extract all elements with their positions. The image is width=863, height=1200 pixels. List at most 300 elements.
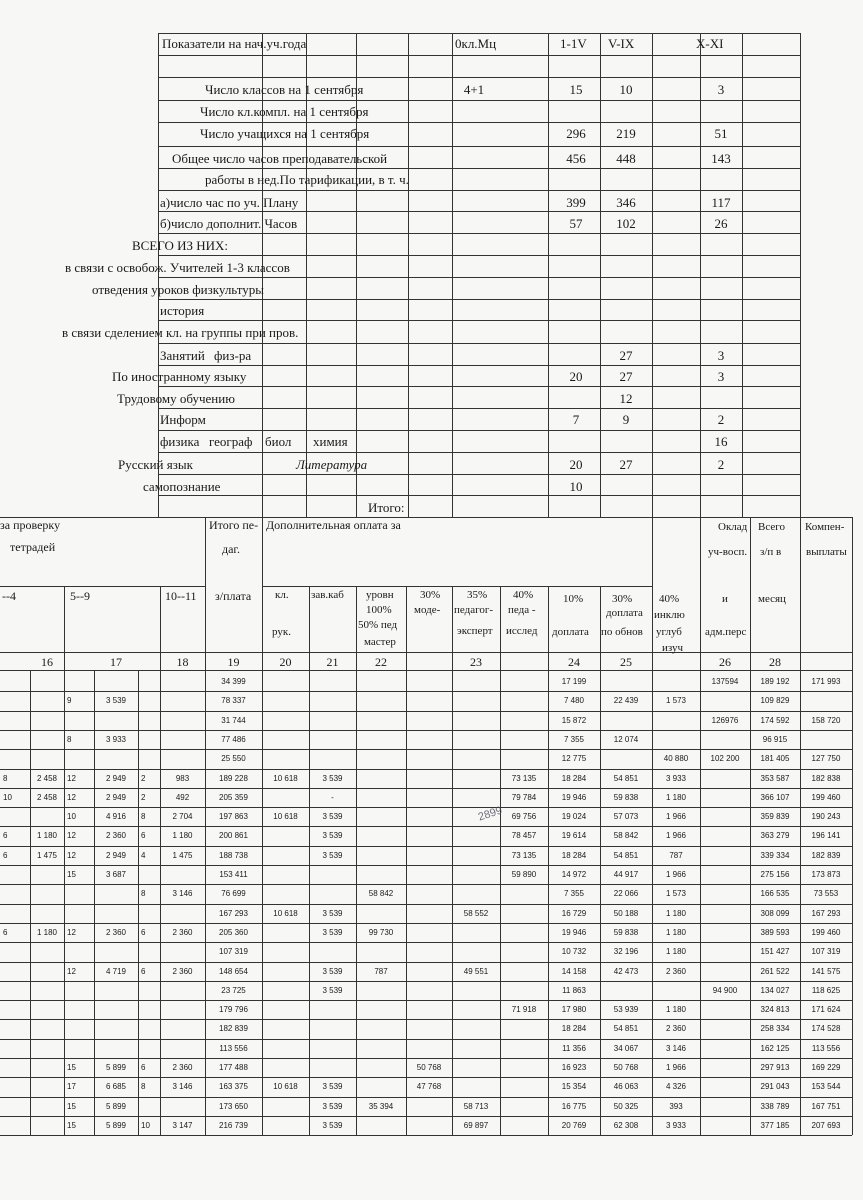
header-30-obnov: доплата xyxy=(606,607,643,619)
data-cell: 1 180 xyxy=(665,1005,687,1014)
header-itogo: з/плата xyxy=(215,589,252,603)
cell-5-9: 27 xyxy=(619,348,633,363)
data-cell: 182 838 xyxy=(811,774,841,783)
data-cell: 2 360 xyxy=(172,928,193,937)
data-cell: 3 539 xyxy=(322,831,343,840)
data-cell: 15 354 xyxy=(561,1082,587,1091)
data-cell: 338 789 xyxy=(760,1102,790,1111)
data-cell: 2 360 xyxy=(105,831,127,840)
data-cell: 2 xyxy=(141,793,146,802)
bottom-table-data-line xyxy=(0,670,852,671)
data-cell: 107 319 xyxy=(219,947,248,956)
row-label: Русский язык xyxy=(118,457,193,472)
data-cell: 16 775 xyxy=(561,1102,587,1111)
data-cell: 153 411 xyxy=(219,870,248,879)
header-10-doplata: 10% xyxy=(563,593,584,605)
top-table-row-line xyxy=(158,168,800,169)
data-cell: 11 863 xyxy=(562,986,586,995)
header-30-obnov: 30% xyxy=(612,593,633,605)
data-cell: 14 972 xyxy=(561,870,587,879)
data-cell: 205 360 xyxy=(219,928,248,937)
data-cell: 50 768 xyxy=(416,1063,442,1072)
data-cell: 44 917 xyxy=(613,870,639,879)
data-cell: 102 200 xyxy=(710,754,740,763)
column-number: 22 xyxy=(375,655,387,669)
row-label: в связи с освобож. Учителей 1-3 классов xyxy=(65,260,290,275)
data-cell: 174 592 xyxy=(760,716,790,725)
data-cell: 3 539 xyxy=(322,928,343,937)
data-cell: 94 900 xyxy=(712,986,738,995)
top-table-col-line xyxy=(652,33,653,517)
data-cell: 2 360 xyxy=(665,1024,687,1033)
data-cell: 12 074 xyxy=(613,735,639,744)
data-cell: 199 460 xyxy=(811,793,841,802)
data-cell: 196 141 xyxy=(811,831,841,840)
data-cell: 76 699 xyxy=(221,889,246,898)
data-cell: 3 539 xyxy=(322,909,343,918)
row-label: физика xyxy=(160,434,200,449)
data-cell: 3 933 xyxy=(665,1121,687,1130)
data-cell: 179 796 xyxy=(219,1005,248,1014)
data-cell: 1 966 xyxy=(665,831,687,840)
cell-10-11: 2 xyxy=(717,457,725,472)
header-40-issled: исслед xyxy=(506,625,538,637)
top-table-row-line xyxy=(158,386,800,387)
cell-5-9: 219 xyxy=(616,126,636,141)
bottom-table-row-line xyxy=(0,923,852,924)
bottom-table-row-line xyxy=(0,1058,852,1059)
data-cell: 2 949 xyxy=(105,793,127,802)
data-cell: 171 993 xyxy=(811,677,841,686)
data-cell: 16 729 xyxy=(561,909,587,918)
bottom-table-row-line xyxy=(0,942,852,943)
top-table-row-line xyxy=(158,100,800,101)
top-table-row-line xyxy=(158,190,800,191)
data-cell: 46 063 xyxy=(613,1082,639,1091)
cell-1-4: 296 xyxy=(566,126,586,141)
data-cell: 12 xyxy=(67,928,76,937)
data-cell: 73 135 xyxy=(511,774,537,783)
data-cell: 148 654 xyxy=(219,967,248,976)
bottom-table-row-line xyxy=(0,1097,852,1098)
data-cell: 50 325 xyxy=(613,1102,639,1111)
cell-0kl: 4+1 xyxy=(463,82,485,97)
data-cell: 787 xyxy=(374,967,388,976)
data-cell: 137594 xyxy=(711,677,739,686)
data-cell: 73 135 xyxy=(511,851,537,860)
data-cell: 8 xyxy=(3,774,8,783)
data-cell: 19 614 xyxy=(561,831,587,840)
data-cell: 8 xyxy=(141,889,146,898)
top-table-row-line xyxy=(158,33,800,34)
data-cell: 78 337 xyxy=(221,696,246,705)
data-cell: 258 334 xyxy=(760,1024,790,1033)
top-table-col-line xyxy=(408,33,409,517)
data-cell: 12 775 xyxy=(561,754,587,763)
cell-1-4: 20 xyxy=(569,457,583,472)
data-cell: 4 326 xyxy=(665,1082,687,1091)
bottom-table-row-line xyxy=(0,691,852,692)
column-number: 17 xyxy=(110,655,122,669)
header-uroven: уровн xyxy=(366,589,394,601)
data-cell: 47 768 xyxy=(416,1082,442,1091)
data-cell: 6 685 xyxy=(105,1082,127,1091)
data-cell: 3 933 xyxy=(665,774,687,783)
bottom-table-row-line xyxy=(0,904,852,905)
data-cell: 787 xyxy=(669,851,683,860)
data-cell: 22 066 xyxy=(613,889,639,898)
data-cell: 3 539 xyxy=(322,1121,343,1130)
data-cell: 6 xyxy=(141,1063,146,1072)
bottom-table-col-line xyxy=(160,586,161,1135)
data-cell: 3 687 xyxy=(105,870,127,879)
data-cell: 5 899 xyxy=(105,1121,127,1130)
top-table-row-line xyxy=(158,495,800,496)
data-cell: 366 107 xyxy=(760,793,790,802)
top-table-row-line xyxy=(158,122,800,123)
header-1-4: 1-1V xyxy=(560,36,587,51)
header-30-moder: 30% xyxy=(420,589,441,601)
data-cell: 17 xyxy=(67,1082,76,1091)
data-cell: 199 460 xyxy=(811,928,841,937)
data-cell: 174 528 xyxy=(811,1024,841,1033)
data-cell: 53 939 xyxy=(613,1005,639,1014)
data-cell: 492 xyxy=(175,793,190,802)
data-cell: 15 872 xyxy=(561,716,587,725)
top-table-col-line xyxy=(548,33,549,517)
cell-5-9: 27 xyxy=(619,457,633,472)
data-cell: 69 897 xyxy=(463,1121,489,1130)
bottom-table-row-line xyxy=(0,769,852,770)
data-cell: 1 180 xyxy=(172,831,193,840)
column-number: 16 xyxy=(41,655,53,669)
row-label: Трудовому обучению xyxy=(117,391,235,406)
header-40-uglub: изуч xyxy=(662,642,684,654)
header-tetradey: тетрадей xyxy=(10,540,56,554)
header-zav-kab: зав.каб xyxy=(311,589,344,601)
cell-1-4: 399 xyxy=(566,195,586,210)
header-40-issled: педа - xyxy=(508,604,536,616)
cell-10-11: 16 xyxy=(714,434,728,449)
data-cell: 205 359 xyxy=(219,793,248,802)
data-cell: 1 475 xyxy=(172,851,193,860)
data-cell: 62 308 xyxy=(613,1121,639,1130)
bottom-table-row-line xyxy=(0,962,852,963)
bottom-table-col-line xyxy=(356,586,357,1135)
data-cell: 113 556 xyxy=(811,1044,841,1053)
data-cell: 2 360 xyxy=(105,928,127,937)
data-cell: 216 739 xyxy=(219,1121,248,1130)
top-table-row-line xyxy=(158,211,800,212)
data-cell: 1 966 xyxy=(665,1063,687,1072)
top-table-col-line xyxy=(742,33,743,517)
data-cell: 15 xyxy=(67,1063,76,1072)
bottom-table-colnum-line xyxy=(0,652,852,653)
header-kompensaciya: Компен- xyxy=(805,521,845,533)
row-label: отведения уроков физкультуры xyxy=(92,282,264,297)
bottom-table-row-line xyxy=(0,1077,852,1078)
top-table-row-line xyxy=(158,430,800,431)
top-table-row-line xyxy=(158,452,800,453)
top-table-col-line xyxy=(600,33,601,517)
bottom-table-row-line xyxy=(0,1019,852,1020)
row-label: По иностранному языку xyxy=(112,369,247,384)
cell-10-11: 117 xyxy=(711,195,731,210)
header-itogo: Итого пе- xyxy=(209,518,259,532)
header-40-uglub: 40% xyxy=(659,593,680,605)
data-cell: 31 744 xyxy=(221,716,246,725)
top-table-col-line xyxy=(452,33,453,517)
data-cell: 58 842 xyxy=(613,831,639,840)
data-cell: 1 180 xyxy=(36,831,58,840)
header-group-5-9: 5--9 xyxy=(70,589,90,603)
header-proverka: за проверку xyxy=(0,518,61,532)
top-table-row-line xyxy=(158,299,800,300)
cell-5-9: 346 xyxy=(616,195,636,210)
data-cell: 177 488 xyxy=(219,1063,248,1072)
cell-1-4: 7 xyxy=(572,412,580,427)
data-cell: 1 180 xyxy=(36,928,58,937)
data-cell: 12 xyxy=(67,793,76,802)
data-cell: 10 xyxy=(141,1121,150,1130)
data-cell: 8 xyxy=(141,812,146,821)
header-oklad: уч-восп. xyxy=(708,546,748,558)
data-cell: 99 730 xyxy=(368,928,394,937)
row-sublabel: Литература xyxy=(296,457,368,472)
data-cell: 107 319 xyxy=(811,947,841,956)
data-cell: 59 838 xyxy=(613,793,639,802)
data-cell: 1 180 xyxy=(665,928,687,937)
header-35-ekspert: эксперт xyxy=(457,625,493,637)
bottom-table-row-line xyxy=(0,711,852,712)
header-10-doplata: доплата xyxy=(552,626,589,638)
column-number: 25 xyxy=(620,655,632,669)
cell-10-11: 3 xyxy=(717,82,725,97)
itogo-label: Итого: xyxy=(368,500,405,515)
header-vsego: месяц xyxy=(758,593,786,605)
row-label: Число кл.компл. на 1 сентября xyxy=(200,104,369,119)
data-cell: 5 899 xyxy=(105,1102,127,1111)
data-cell: 17 980 xyxy=(561,1005,587,1014)
row-sublabel: физ-ра xyxy=(214,348,252,363)
header-kompensaciya: выплаты xyxy=(806,546,847,558)
header-group-1-4: --4 xyxy=(2,589,16,603)
data-cell: 32 196 xyxy=(613,947,639,956)
data-cell: 50 188 xyxy=(613,909,639,918)
header-30-moder: моде- xyxy=(414,604,441,616)
row-label: Число учащихся на 1 сентября xyxy=(200,126,370,141)
data-cell: 8 xyxy=(67,735,72,744)
row-sublabel: химия xyxy=(313,434,348,449)
top-table-row-line xyxy=(158,146,800,147)
bottom-table-subgroup-line xyxy=(262,586,652,587)
data-cell: 353 587 xyxy=(760,774,790,783)
bottom-table-col-line xyxy=(94,670,95,1135)
data-cell: 34 399 xyxy=(221,677,246,686)
data-cell: 3 146 xyxy=(172,1082,193,1091)
data-cell: 10 618 xyxy=(273,812,298,821)
cell-5-9: 9 xyxy=(622,412,630,427)
data-cell: 19 946 xyxy=(561,793,587,802)
row-label: история xyxy=(160,303,205,318)
column-number: 24 xyxy=(568,655,580,669)
data-cell: 16 923 xyxy=(561,1063,587,1072)
header-oklad: и xyxy=(722,593,728,605)
data-cell: 113 556 xyxy=(219,1044,248,1053)
data-cell: 40 880 xyxy=(663,754,689,763)
data-cell: 275 156 xyxy=(760,870,790,879)
top-table-row-line xyxy=(158,320,800,321)
data-cell: 189 228 xyxy=(219,774,248,783)
row-sublabel: географ xyxy=(209,434,253,449)
data-cell: 188 738 xyxy=(219,851,248,860)
data-cell: 2 458 xyxy=(36,774,58,783)
data-cell: 2 458 xyxy=(36,793,58,802)
bottom-table-bottom-line xyxy=(0,1135,852,1136)
data-cell: 363 279 xyxy=(760,831,790,840)
data-cell: 167 293 xyxy=(219,909,248,918)
data-cell: 126976 xyxy=(711,716,739,725)
bottom-table-col-line xyxy=(852,517,853,1135)
bottom-table-col-line xyxy=(600,586,601,1135)
data-cell: 3 146 xyxy=(665,1044,687,1053)
cell-10-11: 51 xyxy=(714,126,728,141)
data-cell: 169 229 xyxy=(811,1063,841,1072)
header-kl-ruk: рук. xyxy=(272,626,291,638)
data-cell: 6 xyxy=(3,851,8,860)
row-label: в связи сделением кл. на группы при пров. xyxy=(62,325,299,340)
header-group-10-11: 10--11 xyxy=(165,589,197,603)
data-cell: 4 xyxy=(141,851,146,860)
data-cell: 20 769 xyxy=(561,1121,587,1130)
row-label: Занятий xyxy=(160,348,205,363)
bottom-table-col-line xyxy=(406,586,407,1135)
data-cell: 78 457 xyxy=(511,831,537,840)
row-label: а)число час по уч. Плану xyxy=(160,195,299,210)
data-cell: 23 725 xyxy=(221,986,246,995)
row-label: Число классов на 1 сентября xyxy=(205,82,364,97)
top-table-row-line xyxy=(158,365,800,366)
data-cell: 359 839 xyxy=(760,812,790,821)
cell-5-9: 27 xyxy=(619,369,633,384)
top-table-row-line xyxy=(158,474,800,475)
data-cell: 69 756 xyxy=(511,812,537,821)
column-number: 20 xyxy=(279,655,292,669)
data-cell: 141 575 xyxy=(811,967,841,976)
header-35-ekspert: 35% xyxy=(467,589,488,601)
bottom-table-col-line xyxy=(30,670,31,1135)
data-cell: 339 334 xyxy=(760,851,790,860)
data-cell: 1 966 xyxy=(665,870,687,879)
data-cell: 10 xyxy=(3,793,12,802)
data-cell: 207 693 xyxy=(811,1121,841,1130)
header-vsego: з/п в xyxy=(760,546,782,558)
bottom-table-row-line xyxy=(0,788,852,789)
top-table-row-line xyxy=(158,55,800,56)
header-label: Показатели на нач.уч.года xyxy=(162,36,307,51)
data-cell: 18 284 xyxy=(561,774,587,783)
data-cell: 181 405 xyxy=(760,754,790,763)
data-cell: 158 720 xyxy=(811,716,841,725)
header-40-uglub: углуб xyxy=(656,626,682,638)
cell-5-9: 10 xyxy=(619,82,633,97)
data-cell: 6 xyxy=(141,831,146,840)
data-cell: 2 360 xyxy=(172,967,193,976)
data-cell: 71 918 xyxy=(511,1005,537,1014)
data-cell: 6 xyxy=(3,928,8,937)
data-cell: 6 xyxy=(141,967,146,976)
data-cell: 58 713 xyxy=(463,1102,489,1111)
data-cell: 15 xyxy=(67,870,76,879)
data-cell: 50 768 xyxy=(613,1063,639,1072)
data-cell: 3 146 xyxy=(172,889,193,898)
data-cell: 291 043 xyxy=(760,1082,790,1091)
data-cell: 2 704 xyxy=(172,812,193,821)
data-cell: 7 355 xyxy=(563,889,585,898)
data-cell: - xyxy=(331,793,334,802)
row-label: ВСЕГО ИЗ НИХ: xyxy=(132,238,229,253)
data-cell: 2 360 xyxy=(172,1063,193,1072)
bottom-table-row-line xyxy=(0,884,852,885)
data-cell: 12 xyxy=(67,831,76,840)
top-table-row-line xyxy=(158,408,800,409)
data-cell: 59 838 xyxy=(613,928,639,937)
data-cell: 59 890 xyxy=(511,870,537,879)
data-cell: 983 xyxy=(175,774,190,783)
data-cell: 4 719 xyxy=(105,967,127,976)
header-35-ekspert: педагог- xyxy=(454,604,494,616)
column-number: 19 xyxy=(227,655,240,669)
data-cell: 3 933 xyxy=(105,735,127,744)
data-cell: 10 618 xyxy=(273,909,298,918)
data-cell: 163 375 xyxy=(219,1082,248,1091)
data-cell: 173 650 xyxy=(219,1102,248,1111)
data-cell: 57 073 xyxy=(613,812,639,821)
top-table-row-line xyxy=(158,77,800,78)
bottom-table-row-line xyxy=(0,749,852,750)
bottom-table-row-line xyxy=(0,730,852,731)
bottom-table-row-line xyxy=(0,1039,852,1040)
data-cell: 200 861 xyxy=(219,831,248,840)
data-cell: 3 539 xyxy=(322,1082,343,1091)
data-cell: 54 851 xyxy=(613,1024,639,1033)
header-40-uglub: инклю xyxy=(654,609,685,621)
data-cell: 4 916 xyxy=(105,812,127,821)
data-cell: 182 839 xyxy=(219,1024,248,1033)
row-sublabel: биол xyxy=(265,434,292,449)
row-label: Общее число часов преподавательской xyxy=(172,151,388,166)
cell-5-9: 12 xyxy=(619,391,633,406)
top-table-row-line xyxy=(158,255,800,256)
bottom-table-col-line xyxy=(452,586,453,1135)
data-cell: 1 475 xyxy=(36,851,58,860)
data-cell: 134 027 xyxy=(760,986,790,995)
row-label: самопознание xyxy=(143,479,221,494)
cell-1-4: 10 xyxy=(569,479,583,494)
bottom-table-group-line xyxy=(0,586,205,587)
data-cell: 308 099 xyxy=(760,909,790,918)
data-cell: 3 539 xyxy=(322,812,343,821)
bottom-table-col-line xyxy=(138,670,139,1135)
bottom-table-col-line xyxy=(548,586,549,1135)
data-cell: 1 966 xyxy=(665,812,687,821)
data-cell: 9 xyxy=(67,696,72,705)
data-cell: 15 xyxy=(67,1121,76,1130)
header-30-obnov: по обнов xyxy=(601,626,643,638)
data-cell: 54 851 xyxy=(613,774,639,783)
cell-1-4: 15 xyxy=(569,82,583,97)
data-cell: 167 751 xyxy=(811,1102,841,1111)
